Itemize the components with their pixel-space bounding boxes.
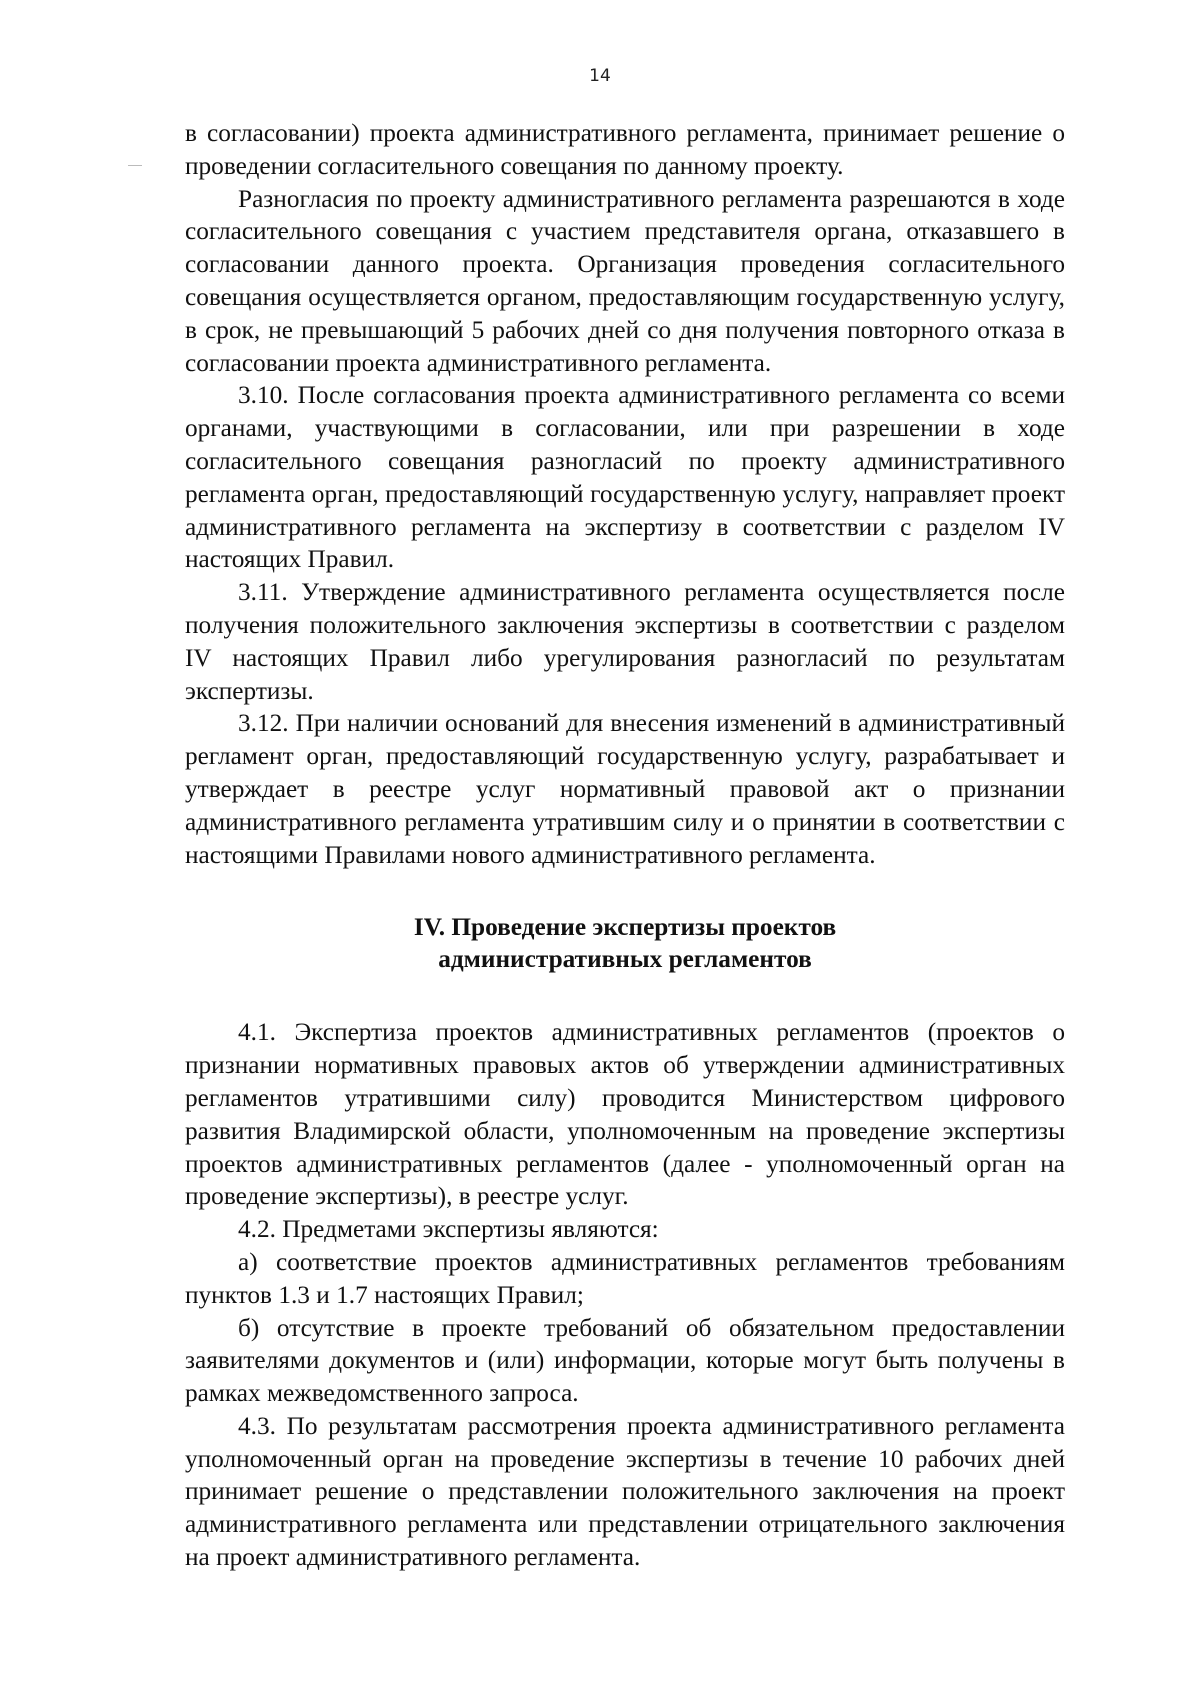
paragraph-3-12: 3.12. При наличии оснований для внесения изменений в административный регламент орган, предоставляющий государственную услугу, разрабатывает и утверждает в реестре услуг нормативный правовой акт о признании административного регламента утратившим силу и о принятии в соответствии с настоящими Правилами нового административного регламента.	[185, 709, 1065, 869]
paragraph-4-2-b: б) отсутствие в проекте требований об обязательном предоставлении заявителями документов и (или) информации, которые могут быть получены в рамках межведомственного запроса.	[185, 1313, 1065, 1408]
paragraph-4-2: 4.2. Предметами экспертизы являются:	[238, 1215, 659, 1244]
section-heading	[185, 911, 1065, 975]
paragraph-4-1: 4.1. Экспертиза проектов административных регламентов (проектов о признании нормативных правовых актов об утверждении административных регламентов утратившими силу) проводится Министерством цифрового развития Владимирской области, уполномоченным на проведение экспертизы проектов административных регламентов (далее - уполномоченный орган на проведение экспертизы), в реестре услуг.	[185, 1018, 1065, 1211]
document-body	[185, 117, 1065, 1574]
section-heading-line-2: административных регламентов	[438, 945, 812, 974]
scan-margin-mark	[128, 165, 142, 166]
paragraph-3-10: 3.10. После согласования проекта административного регламента со всеми органами, участвующими в согласовании, или при разрешении в ходе согласительного совещания разногласий по проекту административного регламента орган, предоставляющий государственную услугу, направляет проект административного регламента на экспертизу в соответствии с разделом IV настоящих Правил.	[185, 381, 1065, 574]
paragraph-disagreements: Разногласия по проекту административного регламента разрешаются в ходе согласительного совещания с участием представителя органа, отказавшего в согласовании данного проекта. Организация проведения согласительного совещания осуществляется органом, предоставляющим государственную услугу, в срок, не превышающий 5 рабочих дней со дня получения повторного отказа в согласовании проекта административного регламента.	[185, 184, 1065, 377]
paragraph-continuation: в согласовании) проекта административного регламента, принимает решение о проведении согласительного совещания по данному проекту.	[185, 119, 1065, 180]
paragraph-4-2-a: а) соответствие проектов административных регламентов требованиям пунктов 1.3 и 1.7 настоящих Правил;	[185, 1247, 1065, 1309]
paragraph-4-3: 4.3. По результатам рассмотрения проекта административного регламента уполномоченный орган на проведение экспертизы в течение 10 рабочих дней принимает решение о представлении положительного заключения на проект административного регламента или представлении отрицательного заключения на проект административного регламента.	[185, 1411, 1065, 1572]
paragraph-3-11: 3.11. Утверждение административного регламента осуществляется после получения положительного заключения экспертизы в соответствии с разделом IV настоящих Правил либо урегулирования разногласий по результатам экспертизы.	[185, 578, 1065, 705]
section-heading-line-1: IV. Проведение экспертизы проектов	[413, 913, 837, 942]
page-number: 14	[589, 66, 611, 86]
